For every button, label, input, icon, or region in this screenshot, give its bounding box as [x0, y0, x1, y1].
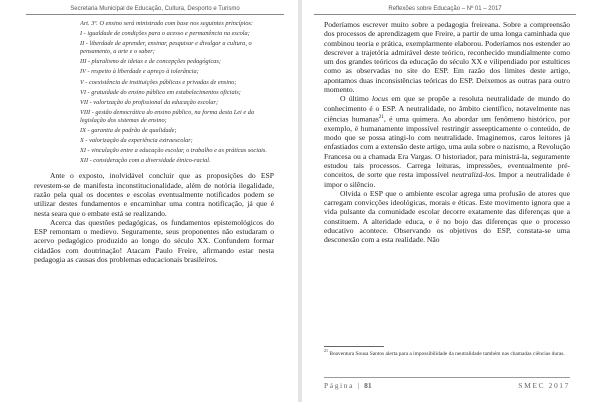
body-paragraph: Poderíamos escrever muito sobre a pedagogia freireana. Sobre a compreensão dos processos de aprendizagem que Freire, a partir de uma longa caminhada que combinou teoria e prática, exemplarmente elaborou. Poderíamos nos estender ao descrever a trajetória admirável deste teórico, reconhecido mundialmente como um dos grandes teóricos da educação do século XX e vilipendiado por estultices como as observadas no site do ESP. Em razão dos limites deste artigo, apontamos duas inconsistências teóricas do ESP. Deixemos as outras para outro momento.	[324, 20, 570, 95]
footnote-ref[interactable]: 21	[378, 114, 384, 120]
law-item: XII - consideração com a diversidade étnico-racial.	[80, 157, 211, 165]
left-running-header: Secretaria Municipal de Educação, Cultura, Desporto e Turismo	[26, 6, 284, 15]
body-paragraph: Ante o exposto, inolvidável concluir que as proposições do ESP revestem-se de manifesta inconstitucionalidade, além de notória ilegalidade, razão pela qual os docentes e escolas eventualmente notificados podem se utilizar destes fundamentos e encaminhar uma contra notificação, já que é nesta seara que o embate está se realizando.	[34, 171, 274, 218]
law-item: VI - gratuidade do ensino público em estabelecimentos oficiais;	[80, 88, 241, 96]
footer-publisher: SMEC 2017	[518, 381, 570, 390]
footnote-divider	[324, 346, 384, 347]
law-item: VIII - gestão democrática do ensino público, na forma desta Lei e da legislação dos sistemas de ensino;	[80, 108, 255, 124]
law-item: I - igualdade de condições para o acesso e permanência na escola;	[80, 30, 250, 38]
law-item: IX - garantia de padrão de qualidade;	[80, 127, 177, 135]
footnote-number: 21	[324, 348, 328, 353]
law-item: II - liberdade de aprender, ensinar, pesquisar e divulgar a cultura, o pensamento, a arte e o saber;	[80, 40, 252, 56]
italic-term: neutralizá-los	[451, 170, 494, 180]
body-paragraph: Olvida o ESP que o ambiente escolar agrega uma profusão de atores que carregam convicções ideológicas, morais e éticas. Este movimento ignora que a vida pulsante da comunidade escolar decorre exatamente das diferenças que a constituem. A alteridade educa, e é no bojo das diferenças que o processo educativo acontece. Observando os objetivos do ESP, constata-se uma desconexão com a esta realidade. Não	[324, 188, 570, 245]
law-item: XI - vinculação entre a educação escolar, o trabalho e as práticas sociais.	[80, 147, 267, 155]
left-page	[0, 0, 298, 402]
law-article-quote	[80, 20, 274, 165]
right-running-header: Reflexões sobre Educação – Nº 01 – 2017	[314, 6, 576, 15]
page-footer	[324, 377, 570, 390]
law-item: VII - valorização do profissional da educação escolar;	[80, 98, 219, 106]
page-number-block	[324, 381, 372, 390]
page-number: 81	[364, 381, 372, 390]
footnote-text: Boaventura Sousa Santos alerta para a impossibilidade da neutralidade também nas chamadas ciências duras.	[328, 350, 565, 357]
law-item: III - pluralismo de ideias e de concepções pedagógicas;	[80, 58, 221, 66]
right-page-body	[324, 20, 570, 245]
body-paragraph: O último locus em que se propõe a resoluta neutralidade de mundo do conhecimento é o ESP. A neutralidade, no âmbito científico, notavelmente nas ciências humanas$^{21}$, é uma quimera. Ao abordar um fenômeno histórico, por exemplo, é humanamente impossível restringir asseepticamente o conteúdo, de modo que se possa atingi-lo com neutralidade. Imaginemos, caros leitores já enfastiados com a extensão deste artigo, uma aula sobre o nazismo, a Revolução Francesa ou a chamada Era Vargas. O historiador, para ministrá-la, seguramente estudou tais processos. Carrega leituras, impressões, eventualmente pré-conceitos, de sorte que resta impossível neutralizá-los. Impor a neutralidade é impor o silêncio.	[324, 94, 570, 189]
law-item: IV - respeito à liberdade e apreço à tolerância;	[80, 68, 199, 76]
italic-term: locus	[372, 94, 389, 104]
law-item: V - coexistência de instituições públicas e privadas de ensino;	[80, 78, 237, 86]
body-paragraph: Acerca das questões pedagógicas, os fundamentos epistemológicos do ESP remontam o medievo. Seguramente, seus proponentes não estudaram o acervo pedagógico produzido ao longo do século XX. Confundem formar cidadãos com doutrinação! Atacam Paulo Freire, afirmando estar nesta pedagogia as causas dos problemas educacionais brasileiros.	[34, 217, 274, 265]
law-item: X - valorização da experiência extraescolar;	[80, 137, 193, 145]
footnote	[324, 348, 570, 357]
law-item: Art. 3º. O ensino será ministrado com base nos seguintes princípios:	[80, 20, 254, 27]
page-label: Página |	[324, 381, 361, 390]
right-page	[302, 0, 600, 402]
left-page-body	[34, 20, 274, 264]
